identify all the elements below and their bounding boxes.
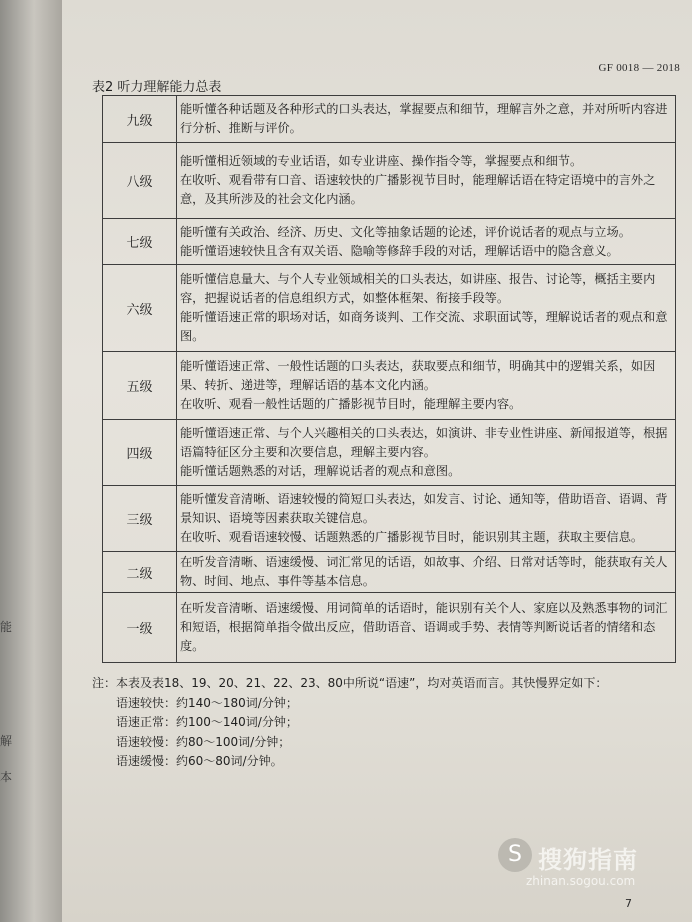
- table-row: [103, 265, 676, 352]
- description-cell: [177, 96, 676, 143]
- description-cell: [177, 219, 676, 265]
- description-paragraph: 能听懂信息量大、与个人专业领域相关的口头表达，如讲座、报告、讨论等，概括主要内容，把握说话者的信息组织方式，如整体框架、衔接手段等。: [180, 272, 656, 305]
- table-note: [92, 674, 607, 772]
- level-cell: 六级: [103, 265, 177, 352]
- level-cell: 五级: [103, 352, 177, 420]
- document-page: [62, 0, 692, 922]
- description-paragraph: 能听懂发音清晰、语速较慢的简短口头表达，如发言、讨论、通知等，借助语音、语调、背景知识、语境等因素获取关键信息。: [180, 492, 668, 525]
- description-paragraph: 在收听、观看带有口音、语速较快的广播影视节目时，能理解话语在特定语境中的言外之意，及其所涉及的社会文化内涵。: [180, 173, 656, 206]
- note-intro: 注：本表及表18、19、20、21、22、23、80中所说“语速”，均对英语而言。其快慢界定如下：: [92, 676, 608, 690]
- sogou-logo-icon: S: [498, 838, 532, 872]
- table-row: [103, 219, 676, 265]
- description-paragraph: 能听懂相近领域的专业话语，如专业讲座、操作指令等，掌握要点和细节。: [180, 154, 583, 168]
- margin-fragment: 本: [0, 770, 13, 784]
- level-cell: 一级: [103, 593, 177, 663]
- description-cell: [177, 552, 676, 593]
- level-cell: 四级: [103, 420, 177, 486]
- watermark: [498, 836, 678, 896]
- level-cell: 八级: [103, 143, 177, 219]
- description-cell: [177, 352, 676, 420]
- description-cell: [177, 420, 676, 486]
- description-paragraph: 能听懂语速正常的职场对话，如商务谈判、工作交流、求职面试等，理解说话者的观点和意图。: [180, 310, 668, 343]
- note-item: 语速较快：约140～180词/分钟；: [116, 695, 298, 710]
- table-row: [103, 143, 676, 219]
- level-cell: 二级: [103, 552, 177, 593]
- note-item: 语速正常：约100～140词/分钟；: [116, 715, 298, 729]
- note-item: 语速较慢：约80～100词/分钟；: [116, 734, 291, 749]
- adjacent-page-edge: [0, 0, 62, 922]
- description-paragraph: 能听懂各种话题及各种形式的口头表达，掌握要点和细节，理解言外之意，并对所听内容进行分析、推断与评价。: [180, 102, 668, 135]
- table-row: [103, 593, 676, 663]
- table-row: [103, 420, 676, 486]
- page-number: 7: [625, 897, 632, 910]
- document-id: GF 0018 — 2018: [598, 62, 680, 74]
- listening-ability-table: [102, 95, 676, 663]
- description-cell: [177, 143, 676, 219]
- watermark-brand: 搜狗指南: [538, 846, 638, 874]
- description-paragraph: 能听懂语速正常、与个人兴趣相关的口头表达，如演讲、非专业性讲座、新闻报道等，根据语篇特征区分主要和次要信息，理解主要内容。: [180, 426, 668, 459]
- description-paragraph: 在收听、观看语速较慢、话题熟悉的广播影视节目时，能识别其主题，获取主要信息。: [180, 530, 644, 544]
- margin-fragment: 解: [0, 734, 13, 748]
- description-paragraph: 能听懂话题熟悉的对话，理解说话者的观点和意图。: [180, 464, 461, 478]
- level-cell: 七级: [103, 219, 177, 265]
- description-cell: [177, 486, 676, 552]
- description-paragraph: 在听发音清晰、语速缓慢、用词简单的话语时，能识别有关个人、家庭以及熟悉事物的词汇和短语，根据简单指令做出反应，借助语音、语调或手势、表情等判断说话者的情绪和态度。: [180, 601, 668, 653]
- level-cell: 九级: [103, 96, 177, 143]
- table-row: [103, 96, 676, 143]
- level-cell: 三级: [103, 486, 177, 552]
- margin-fragment: 能: [0, 620, 13, 634]
- description-paragraph: 能听懂语速正常、一般性话题的口头表达，获取要点和细节，明确其中的逻辑关系，如因果、转折、递进等，理解话语的基本文化内涵。: [180, 359, 656, 392]
- table-row: [103, 486, 676, 552]
- watermark-url: zhinan.sogou.com: [526, 874, 636, 888]
- description-paragraph: 在收听、观看一般性话题的广播影视节目时，能理解主要内容。: [180, 397, 522, 411]
- table-row: [103, 352, 676, 420]
- description-cell: [177, 593, 676, 663]
- table-title: 表2 听力理解能力总表: [92, 80, 222, 95]
- description-cell: [177, 265, 676, 352]
- description-paragraph: 在听发音清晰、语速缓慢、词汇常见的话语，如故事、介绍、日常对话等时，能获取有关人物、时间、地点、事件等基本信息。: [180, 555, 668, 588]
- note-item: 语速缓慢：约60～80词/分钟。: [116, 754, 283, 768]
- description-paragraph: 能听懂有关政治、经济、历史、文化等抽象话题的论述，评价说话者的观点与立场。: [180, 224, 631, 239]
- table-row: [103, 552, 676, 593]
- description-paragraph: 能听懂语速较快且含有双关语、隐喻等修辞手段的对话，理解话语中的隐含意义。: [180, 243, 619, 258]
